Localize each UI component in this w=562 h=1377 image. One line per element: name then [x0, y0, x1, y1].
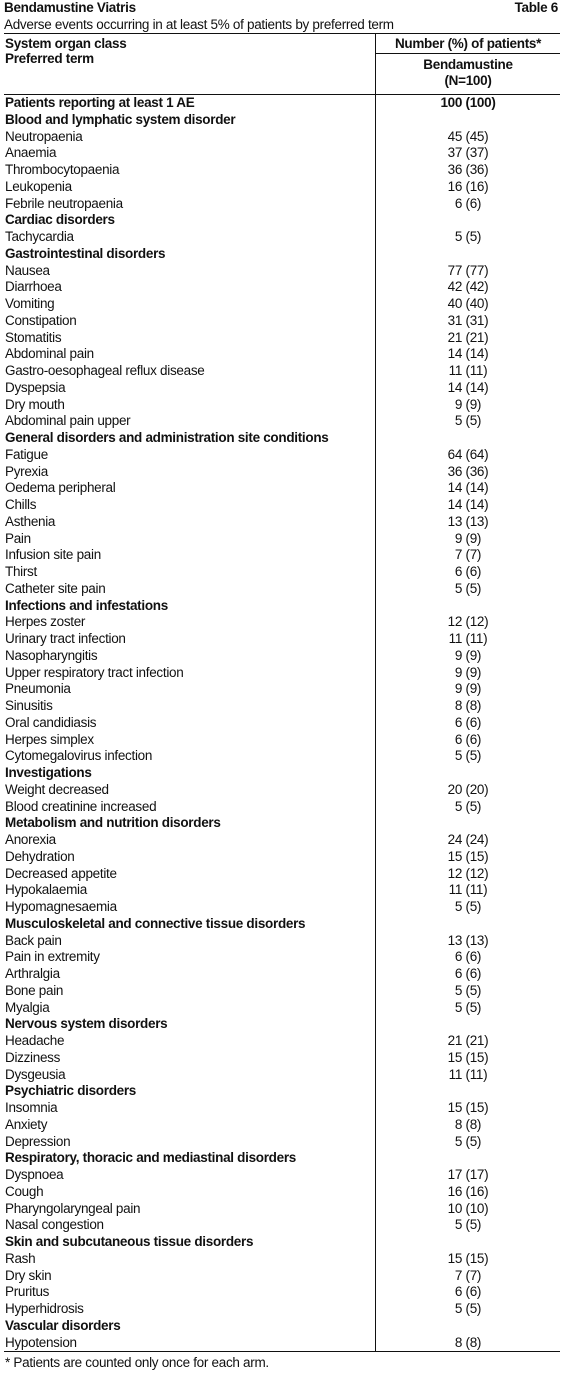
- arm-n: (N=100): [444, 73, 492, 88]
- table-row: [4, 966, 560, 983]
- table-row: [4, 1335, 560, 1352]
- patient-count: 77 (77): [447, 262, 489, 278]
- preferred-term: Headache: [5, 1033, 65, 1048]
- table-row: [4, 145, 560, 162]
- table-row: [4, 1284, 560, 1301]
- system-organ-class: Metabolism and nutrition disorders: [5, 815, 221, 831]
- section-header-row: [4, 430, 560, 447]
- table-row: [4, 380, 560, 397]
- column-header-number-percent: Number (%) of patients*: [394, 36, 542, 51]
- preferred-term: Dizziness: [5, 1049, 61, 1065]
- preferred-term: Tachycardia: [5, 229, 74, 244]
- column-header-preferred-term: Preferred term: [5, 51, 94, 66]
- section-header-row: [4, 765, 560, 782]
- patient-count: 24 (24): [447, 832, 489, 847]
- preferred-term: Anxiety: [5, 1116, 48, 1132]
- patient-count: 42 (42): [447, 279, 489, 295]
- patient-count: 9 (9): [454, 530, 482, 546]
- arm-name: Bendamustine: [423, 57, 513, 72]
- table-row: [4, 179, 560, 196]
- patient-count: 12 (12): [447, 614, 489, 630]
- preferred-term: Dehydration: [5, 848, 75, 864]
- preferred-term: Chills: [5, 497, 37, 512]
- section-header-row: [4, 112, 560, 129]
- preferred-term: Oral candidiasis: [5, 714, 97, 730]
- preferred-term: Nasopharyngitis: [5, 647, 98, 663]
- preferred-term: Leukopenia: [5, 178, 72, 194]
- patient-count: 5 (5): [454, 899, 482, 914]
- table-row: [4, 480, 560, 497]
- preferred-term: Pyrexia: [5, 463, 48, 479]
- preferred-term: Upper respiratory tract infection: [5, 664, 184, 680]
- table-body: [4, 95, 560, 1351]
- patient-count: 16 (16): [447, 178, 489, 194]
- table-row: [4, 447, 560, 464]
- patient-count: 9 (9): [454, 681, 482, 697]
- table-row: [4, 162, 560, 179]
- patient-count: 5 (5): [454, 999, 482, 1015]
- patient-count: 15 (15): [447, 848, 489, 864]
- preferred-term: Pharyngolaryngeal pain: [5, 1200, 141, 1216]
- patient-count: 5 (5): [454, 1217, 482, 1233]
- table-row: [4, 983, 560, 1000]
- system-organ-class: Vascular disorders: [5, 1317, 121, 1333]
- preferred-term: Insomnia: [5, 1100, 58, 1115]
- preferred-term: Nasal congestion: [5, 1217, 104, 1233]
- preferred-term: Myalgia: [5, 999, 50, 1015]
- preferred-term: Pain in extremity: [5, 949, 100, 965]
- table-row: [4, 1134, 560, 1151]
- patient-count: 13 (13): [447, 932, 489, 948]
- patient-count: 8 (8): [454, 1334, 482, 1350]
- table-row: [4, 631, 560, 648]
- table-row: [4, 330, 560, 347]
- preferred-term: Dyspepsia: [5, 379, 66, 395]
- patient-count: 45 (45): [447, 128, 489, 144]
- patient-count: 21 (21): [447, 329, 489, 345]
- table-row: [4, 263, 560, 280]
- patient-count: 12 (12): [447, 865, 489, 881]
- preferred-term: Stomatitis: [5, 329, 62, 345]
- patient-count: 7 (7): [454, 1267, 482, 1283]
- patient-count: 5 (5): [454, 748, 482, 764]
- table-row: [4, 949, 560, 966]
- table-footnote: * Patients are counted only once for each arm.: [5, 1355, 269, 1371]
- table-row: [4, 1251, 560, 1268]
- section-header-row: [4, 1083, 560, 1100]
- patient-count: 9 (9): [454, 664, 482, 680]
- preferred-term: Sinusitis: [5, 698, 53, 713]
- table-row: [4, 866, 560, 883]
- preferred-term: Hypokalaemia: [5, 882, 87, 898]
- patient-count: 10 (10): [447, 1200, 489, 1216]
- table-row: [4, 1050, 560, 1067]
- patient-count: 7 (7): [454, 547, 482, 563]
- preferred-term: Arthralgia: [5, 966, 60, 981]
- patient-count: 16 (16): [447, 1183, 489, 1199]
- table-row: [4, 397, 560, 414]
- table-row: [4, 564, 560, 581]
- patient-count: 6 (6): [454, 966, 482, 981]
- table-caption: Adverse events occurring in at least 5% of patients by preferred term: [4, 17, 394, 32]
- system-organ-class: Psychiatric disorders: [5, 1083, 137, 1099]
- table-row: [4, 732, 560, 749]
- patient-count: 14 (14): [447, 346, 489, 362]
- preferred-term: Thirst: [5, 564, 37, 579]
- preferred-term: Dysgeusia: [5, 1066, 66, 1082]
- table-row: [4, 497, 560, 514]
- table-row: [4, 296, 560, 313]
- header-subdivider: [376, 53, 560, 54]
- patient-count: 64 (64): [447, 446, 489, 462]
- section-header-row: [4, 246, 560, 263]
- table-row: [4, 1201, 560, 1218]
- table-row: [4, 882, 560, 899]
- preferred-term: Dry skin: [5, 1267, 52, 1283]
- title-row: [4, 0, 560, 16]
- table-row: [4, 665, 560, 682]
- preferred-term: Vomiting: [5, 296, 55, 311]
- table-row: [4, 413, 560, 430]
- table-row: [4, 196, 560, 213]
- patient-count: 15 (15): [447, 1250, 489, 1266]
- preferred-term: Pruritus: [5, 1284, 50, 1300]
- system-organ-class: Cardiac disorders: [5, 212, 115, 228]
- patient-count: 5 (5): [454, 1133, 482, 1149]
- patient-count: 37 (37): [447, 145, 489, 161]
- preferred-term: Gastro-oesophageal reflux disease: [5, 363, 205, 378]
- table-row: [4, 514, 560, 531]
- preferred-term: Bone pain: [5, 982, 64, 998]
- system-organ-class: Blood and lymphatic system disorder: [5, 111, 236, 127]
- preferred-term: Fatigue: [5, 446, 48, 462]
- section-header-row: [4, 1234, 560, 1251]
- preferred-term: Anaemia: [5, 145, 57, 161]
- system-organ-class: Infections and infestations: [5, 597, 168, 613]
- patient-count: 5 (5): [454, 413, 482, 429]
- table-row: [4, 346, 560, 363]
- preferred-term: Nausea: [5, 262, 50, 278]
- preferred-term: Hyperhidrosis: [5, 1301, 84, 1316]
- system-organ-class: Musculoskeletal and connective tissue disorders: [5, 915, 306, 931]
- patient-count: 13 (13): [447, 513, 489, 529]
- patient-count: 36 (36): [447, 463, 489, 479]
- table-row: [4, 363, 560, 380]
- section-header-row: [4, 1150, 560, 1167]
- column-header-term: [5, 36, 126, 66]
- system-organ-class: General disorders and administration site conditions: [5, 430, 329, 445]
- patient-count: 15 (15): [447, 1049, 489, 1065]
- table-row: [4, 648, 560, 665]
- preferred-term: Dry mouth: [5, 396, 65, 412]
- table-row: [4, 1033, 560, 1050]
- system-organ-class: Skin and subcutaneous tissue disorders: [5, 1234, 254, 1249]
- table-row: [4, 313, 560, 330]
- preferred-term: Abdominal pain: [5, 346, 94, 362]
- preferred-term: Neutropaenia: [5, 128, 83, 144]
- patient-count: 5 (5): [454, 580, 482, 596]
- preferred-term: Diarrhoea: [5, 279, 62, 295]
- patient-count: 8 (8): [454, 1116, 482, 1132]
- preferred-term: Urinary tract infection: [5, 631, 126, 646]
- table-row: [4, 279, 560, 296]
- preferred-term: Thrombocytopaenia: [5, 162, 120, 177]
- patient-count: 5 (5): [454, 798, 482, 814]
- preferred-term: Pneumonia: [5, 681, 71, 697]
- table-row: [4, 715, 560, 732]
- patient-count: 9 (9): [454, 396, 482, 412]
- preferred-term: Febrile neutropaenia: [5, 195, 123, 211]
- document-title: Bendamustine Viatris: [4, 0, 136, 15]
- table-row: [4, 1184, 560, 1201]
- system-organ-class: Respiratory, thoracic and mediastinal disorders: [5, 1150, 296, 1166]
- table-row: [4, 1217, 560, 1234]
- patient-count: 20 (20): [447, 781, 489, 797]
- column-header-soc: System organ class: [5, 36, 127, 51]
- table-row: [4, 614, 560, 631]
- preferred-term: Depression: [5, 1133, 71, 1149]
- table-row: [4, 782, 560, 799]
- preferred-term: Asthenia: [5, 513, 56, 529]
- patient-count: 6 (6): [454, 731, 482, 747]
- table-row: [4, 748, 560, 765]
- patient-count: 11 (11): [448, 363, 488, 378]
- patient-count: 5 (5): [454, 982, 482, 998]
- patient-count: 6 (6): [454, 564, 482, 579]
- section-header-row: [4, 916, 560, 933]
- preferred-term: Rash: [5, 1250, 36, 1266]
- patient-count: 6 (6): [454, 1284, 482, 1300]
- preferred-term: Oedema peripheral: [5, 480, 116, 496]
- adverse-events-table-page: [4, 0, 560, 1371]
- section-header-row: [4, 212, 560, 229]
- table-row: [4, 581, 560, 598]
- patient-count: 6 (6): [454, 949, 482, 965]
- table-row: [4, 1100, 560, 1117]
- preferred-term: Back pain: [5, 932, 62, 948]
- table-row: [4, 1067, 560, 1084]
- preferred-term: Cytomegalovirus infection: [5, 748, 153, 764]
- preferred-term: Weight decreased: [5, 781, 109, 797]
- table-row: [4, 1301, 560, 1318]
- patient-count: 100 (100): [440, 95, 496, 110]
- preferred-term: Catheter site pain: [5, 580, 106, 596]
- table-header: [4, 33, 560, 95]
- preferred-term: Hypotension: [5, 1334, 77, 1350]
- preferred-term: Blood creatinine increased: [5, 798, 157, 814]
- preferred-term: Hypomagnesaemia: [5, 899, 117, 914]
- preferred-term: Herpes zoster: [5, 614, 86, 630]
- table-row: [4, 229, 560, 246]
- preferred-term: Constipation: [5, 312, 77, 328]
- preferred-term: Anorexia: [5, 832, 56, 847]
- patient-count: 11 (11): [448, 631, 488, 646]
- table-row: [4, 899, 560, 916]
- preferred-term: Decreased appetite: [5, 865, 117, 881]
- patient-count: 15 (15): [447, 1100, 489, 1115]
- patient-count: 36 (36): [447, 162, 489, 177]
- system-organ-class: Nervous system disorders: [5, 1016, 168, 1032]
- preferred-term: Infusion site pain: [5, 547, 101, 563]
- patient-count: 11 (11): [448, 882, 488, 898]
- column-header-arm: [376, 57, 560, 89]
- patient-count: 14 (14): [447, 379, 489, 395]
- patient-count: 9 (9): [454, 647, 482, 663]
- section-header-row: [4, 598, 560, 615]
- patient-count: 6 (6): [454, 195, 482, 211]
- table-row: [4, 832, 560, 849]
- patient-count: 31 (31): [447, 312, 489, 328]
- system-organ-class: Investigations: [5, 765, 92, 780]
- table-row: [4, 849, 560, 866]
- patient-count: 6 (6): [454, 714, 482, 730]
- table-row: [4, 1167, 560, 1184]
- table-row: [4, 531, 560, 548]
- patient-count: 21 (21): [447, 1033, 489, 1048]
- preferred-term: Herpes simplex: [5, 731, 94, 747]
- table-row: [4, 464, 560, 481]
- table-number-label: Table 6: [514, 0, 558, 15]
- patient-count: 11 (11): [448, 1066, 488, 1082]
- patient-count: 14 (14): [447, 480, 489, 496]
- preferred-term: Pain: [5, 530, 31, 546]
- section-header-row: [4, 1016, 560, 1033]
- section-header-row: [4, 1318, 560, 1335]
- preferred-term: Cough: [5, 1183, 44, 1199]
- table-row: [4, 1000, 560, 1017]
- patient-count: 40 (40): [447, 296, 489, 311]
- table-row: [4, 799, 560, 816]
- table-row: [4, 698, 560, 715]
- table-row: [4, 933, 560, 950]
- total-row: [4, 95, 560, 112]
- patient-count: 5 (5): [454, 229, 482, 244]
- patient-count: 14 (14): [447, 497, 489, 512]
- preferred-term: Patients reporting at least 1 AE: [5, 95, 195, 110]
- section-header-row: [4, 815, 560, 832]
- preferred-term: Abdominal pain upper: [5, 413, 131, 429]
- table-row: [4, 129, 560, 146]
- table-row: [4, 1117, 560, 1134]
- patient-count: 5 (5): [454, 1301, 482, 1316]
- preferred-term: Dyspnoea: [5, 1167, 64, 1182]
- system-organ-class: Gastrointestinal disorders: [5, 245, 166, 261]
- table-row: [4, 1268, 560, 1285]
- table-row: [4, 547, 560, 564]
- patient-count: 8 (8): [454, 698, 482, 713]
- table-row: [4, 681, 560, 698]
- patient-count: 17 (17): [447, 1167, 489, 1182]
